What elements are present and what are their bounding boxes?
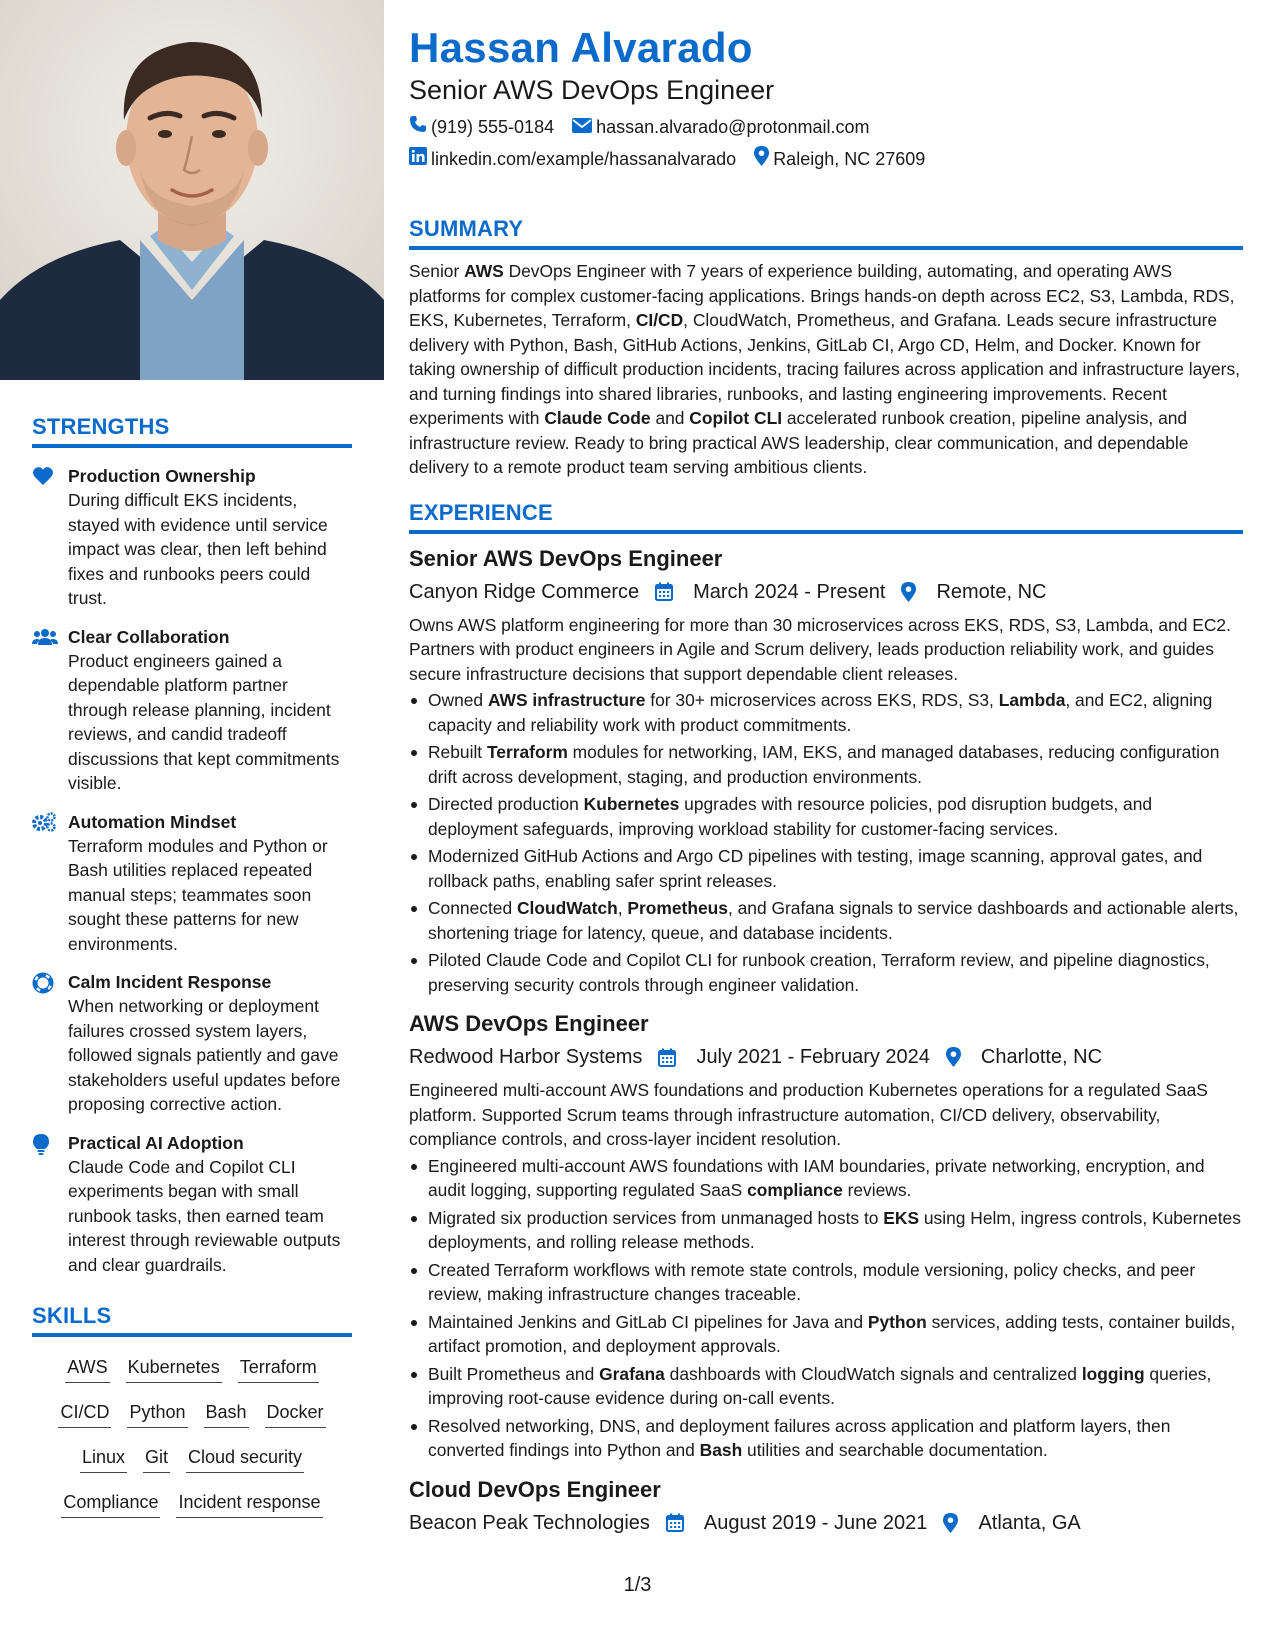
bold-keyword: AWS infrastructure — [487, 690, 646, 710]
text-run: reviews. — [842, 1180, 912, 1200]
summary-heading: SUMMARY — [409, 216, 524, 241]
skill-tag: Cloud security — [186, 1445, 304, 1473]
right-column — [409, 22, 1243, 1537]
bullet-item — [409, 792, 1243, 841]
summary-text — [409, 259, 1243, 480]
map-pin-icon — [946, 1047, 971, 1067]
candidate-role: Senior AWS DevOps Engineer — [409, 75, 775, 105]
gears-icon — [32, 810, 68, 957]
bullet-item — [409, 1414, 1243, 1463]
skills-divider — [32, 1333, 352, 1337]
life-ring-icon — [32, 970, 68, 1117]
users-icon — [32, 625, 68, 796]
experience-heading: EXPERIENCE — [409, 499, 553, 525]
candidate-name: Hassan Alvarado — [409, 24, 753, 71]
job-location — [946, 1043, 1102, 1071]
bold-keyword: Terraform — [486, 742, 568, 762]
strength-title: Practical AI Adoption — [68, 1132, 244, 1153]
text-run: , — [617, 898, 628, 918]
bullet-item — [409, 1310, 1243, 1359]
text-run: Maintained Jenkins and GitLab CI pipelines for Java and — [428, 1311, 868, 1332]
skill-row — [32, 1490, 352, 1535]
skills-list — [32, 1355, 352, 1535]
bold-keyword: compliance — [747, 1180, 843, 1200]
bold-keyword: Kubernetes — [583, 794, 680, 814]
summary-section — [409, 216, 1243, 480]
bullet-item — [409, 1362, 1243, 1411]
text-run: DevOps Engineer with 7 years of experience building, automating, and operating AWS platforms for complex customer-facing applications. Brings hands-on depth across EC2, S3, Lambda, RDS, EKS, Kubernetes, Terraform, — [409, 261, 1235, 330]
text-run: Resolved networking, DNS, and deployment failures across application and platform layers, then converted findings into Python and — [428, 1415, 1171, 1460]
bold-keyword: Python — [867, 1311, 927, 1332]
job-meta — [409, 1509, 1243, 1537]
text-run: dashboards with CloudWatch signals and centralized — [664, 1363, 1082, 1384]
skill-row — [32, 1355, 352, 1400]
strength-title: Production Ownership — [68, 466, 256, 486]
strength-item — [32, 970, 352, 1117]
left-content — [32, 414, 352, 1535]
bold-keyword: EKS — [883, 1207, 920, 1228]
job-dates-text: August 2019 - June 2021 — [703, 1511, 928, 1534]
job-title: Cloud DevOps Engineer — [409, 1476, 661, 1502]
job-location-text: Charlotte, NC — [980, 1046, 1103, 1068]
bold-keyword: AWS — [464, 261, 504, 281]
skill-tag: CI/CD — [58, 1400, 111, 1428]
strength-text: During difficult EKS incidents, stayed with evidence until service impact was clear, then left behind fixes and runbooks peers could trust. — [68, 490, 328, 608]
job-dates — [655, 578, 885, 606]
job-description: Owns AWS platform engineering for more than 30 microservices across EKS, RDS, S3, Lambda, and EC2. Partners with product engineers in Agile and Scrum delivery, leads production reliability work, and guides secure infrastructure decisions that support dependable client releases. — [409, 614, 1231, 684]
strength-item — [32, 464, 352, 611]
strength-text: Product engineers gained a dependable platform partner through release planning, incident reviews, and candid tradeoff discussions that kept commitments visible. — [68, 650, 340, 793]
bold-keyword: Grafana — [599, 1363, 665, 1384]
text-run: Piloted Claude Code and Copilot CLI for runbook creation, Terraform review, and pipeline diagnostics, preserving security controls through engineer validation. — [428, 950, 1210, 995]
strength-title: Calm Incident Response — [68, 972, 272, 992]
text-run: queries, improving root-cause evidence during on-call events. — [428, 1363, 1212, 1408]
skills-heading: SKILLS — [32, 1303, 112, 1328]
bullet-item — [409, 1154, 1243, 1203]
bullet-item — [409, 740, 1243, 789]
linkedin-text: linkedin.com/example/hassanalvarado — [431, 149, 737, 169]
strengths-heading: STRENGTHS — [32, 414, 170, 439]
job-bullets — [409, 1154, 1243, 1463]
jobs-list — [409, 544, 1243, 1537]
skill-tag: Docker — [265, 1400, 326, 1428]
phone-icon — [409, 115, 431, 139]
experience-divider — [409, 530, 1243, 534]
phone-contact[interactable] — [409, 115, 554, 139]
job-location — [943, 1509, 1080, 1537]
summary-divider — [409, 246, 1243, 250]
map-pin-icon — [943, 1513, 968, 1533]
left-column — [0, 0, 384, 1650]
text-run: modules for networking, IAM, EKS, and managed databases, reducing configuration drift across development, staging, and production environments. — [428, 742, 1220, 787]
text-run: Modernized GitHub Actions and Argo CD pipelines with testing, image scanning, approval gates, and rollback paths, enabling safer sprint releases. — [428, 846, 1203, 891]
job-dates-text: July 2021 - February 2024 — [696, 1046, 930, 1068]
bold-keyword: Copilot CLI — [689, 408, 783, 428]
job-company: Canyon Ridge Commerce — [409, 580, 640, 603]
text-run: Connected — [428, 898, 517, 918]
text-run: Built Prometheus and — [428, 1363, 600, 1384]
strength-title: Automation Mindset — [68, 811, 237, 832]
heart-icon — [32, 464, 68, 611]
text-run: , and Grafana signals to service dashboards and actionable alerts, shortening triage for latency, queue, and database incidents. — [428, 898, 1239, 943]
bold-keyword: Lambda — [998, 690, 1066, 710]
job-meta — [409, 578, 1243, 606]
text-run: , CloudWatch, Prometheus, and Grafana. Leads secure infrastructure delivery with Python, Bash, GitHub Actions, Jenkins, GitLab CI, Argo CD, Helm, and Docker. Known for taking ownership of difficult production incidents, tracing failures across application and infrastructure layers, and turning findings into shared libraries, runbooks, and lasting engineering improvements. Recent experiments with — [409, 310, 1240, 428]
location-contact — [754, 146, 925, 172]
contact-row-1 — [409, 115, 1243, 139]
text-run: Owned — [428, 690, 488, 710]
bullet-item — [409, 844, 1243, 893]
profile-photo — [0, 0, 384, 380]
bullet-item — [409, 948, 1243, 997]
calendar-icon — [666, 1513, 694, 1532]
strength-title: Clear Collaboration — [68, 626, 230, 647]
experience-section — [409, 500, 1243, 1537]
text-run: Rebuilt — [428, 742, 487, 762]
text-run: services, adding tests, container builds, artifact promotion, and deployment approvals. — [428, 1311, 1236, 1356]
strength-item — [32, 625, 352, 796]
linkedin-icon — [409, 147, 431, 171]
bold-keyword: Bash — [699, 1440, 743, 1460]
text-run: using Helm, ingress controls, Kubernetes deployments, and rolling release methods. — [428, 1207, 1241, 1252]
contact-row-2 — [409, 146, 1243, 172]
strengths-list — [32, 464, 352, 1277]
job-entry — [409, 544, 1243, 998]
job-entry — [409, 1475, 1243, 1537]
strength-text: When networking or deployment failures crossed system layers, followed signals patiently and gave stakeholders useful updates before proposing corrective action. — [68, 996, 341, 1114]
skill-tag: Bash — [204, 1400, 249, 1428]
job-meta — [409, 1043, 1243, 1071]
text-run: accelerated runbook creation, pipeline analysis, and infrastructure review. Ready to bring practical AWS leadership, clear communication, and dependable delivery to a remote product team serving ambitious clients. — [409, 408, 1189, 477]
text-run: , and EC2, aligning capacity and reliability work with product commitments. — [428, 690, 1213, 735]
lightbulb-icon — [32, 1131, 68, 1278]
strengths-divider — [32, 444, 352, 448]
skill-tag: Incident response — [176, 1490, 322, 1518]
job-bullets — [409, 688, 1243, 997]
skill-tag: Python — [127, 1400, 187, 1428]
strength-item — [32, 810, 352, 957]
strength-text: Terraform modules and Python or Bash utilities replaced repeated manual steps; teammates soon sought these patterns for new environments. — [68, 835, 328, 954]
text-run: Engineered multi-account AWS foundations with IAM boundaries, private networking, encryption, and audit logging, supporting regulated SaaS — [428, 1155, 1205, 1200]
job-dates — [666, 1509, 928, 1537]
map-pin-icon — [754, 146, 773, 172]
text-run: Created Terraform workflows with remote state controls, module versioning, policy checks, and peer review, making infrastructure changes traceable. — [428, 1259, 1196, 1304]
text-run: upgrades with resource policies, pod disruption budgets, and deployment safeguards, improving workload stability for customer-facing services. — [428, 794, 1153, 839]
bold-keyword: CloudWatch — [516, 898, 618, 918]
bullet-item — [409, 1206, 1243, 1255]
bold-keyword: CI/CD — [635, 310, 684, 330]
skill-row — [32, 1400, 352, 1445]
skill-tag: Terraform — [238, 1355, 319, 1383]
job-dates — [658, 1043, 929, 1071]
text-run: Directed production — [428, 794, 584, 814]
text-run: Migrated six production services from unmanaged hosts to — [428, 1207, 884, 1228]
strength-text: Claude Code and Copilot CLI experiments began with small runbook tasks, then earned team interest through reviewable outputs and clear guardrails. — [68, 1156, 341, 1275]
bullet-item — [409, 896, 1243, 945]
job-dates-text: March 2024 - Present — [693, 580, 886, 603]
bold-keyword: Prometheus — [627, 898, 728, 918]
skill-row — [32, 1445, 352, 1490]
page-number: 1/3 — [623, 1574, 652, 1596]
text-run: and — [650, 408, 690, 428]
email-text: hassan.alvarado@protonmail.com — [596, 117, 870, 137]
job-location — [901, 578, 1046, 606]
skill-tag: Kubernetes — [126, 1355, 222, 1383]
phone-text: (919) 555-0184 — [431, 117, 555, 137]
job-title: AWS DevOps Engineer — [409, 1011, 649, 1036]
job-company: Redwood Harbor Systems — [409, 1046, 643, 1068]
job-title: Senior AWS DevOps Engineer — [409, 545, 723, 571]
skill-tag: AWS — [65, 1355, 109, 1383]
email-contact[interactable] — [572, 115, 869, 139]
bold-keyword: logging — [1081, 1363, 1145, 1384]
job-location-text: Remote, NC — [936, 580, 1047, 603]
job-company: Beacon Peak Technologies — [409, 1511, 650, 1534]
job-entry — [409, 1009, 1243, 1463]
text-run: Senior — [409, 261, 465, 281]
text-run: utilities and searchable documentation. — [742, 1440, 1048, 1460]
calendar-icon — [658, 1048, 686, 1067]
text-run: for 30+ microservices across EKS, RDS, S3, — [645, 690, 999, 710]
bullet-item — [409, 1258, 1243, 1307]
map-pin-icon — [901, 582, 926, 602]
linkedin-contact[interactable] — [409, 147, 736, 171]
strength-item — [32, 1131, 352, 1278]
envelope-icon — [572, 115, 596, 139]
job-description: Engineered multi-account AWS foundations and production Kubernetes operations for a regulated SaaS platform. Supported Scrum teams through infrastructure automation, CI/CD delivery, observability, compliance controls, and cross-layer incident resolution. — [409, 1080, 1208, 1149]
bold-keyword: Claude Code — [544, 408, 651, 428]
location-text: Raleigh, NC 27609 — [773, 149, 926, 169]
skill-tag: Git — [143, 1445, 170, 1473]
skill-tag: Compliance — [61, 1490, 160, 1518]
calendar-icon — [655, 582, 683, 601]
skill-tag: Linux — [80, 1445, 127, 1473]
bullet-item — [409, 688, 1243, 737]
job-location-text: Atlanta, GA — [978, 1511, 1081, 1534]
